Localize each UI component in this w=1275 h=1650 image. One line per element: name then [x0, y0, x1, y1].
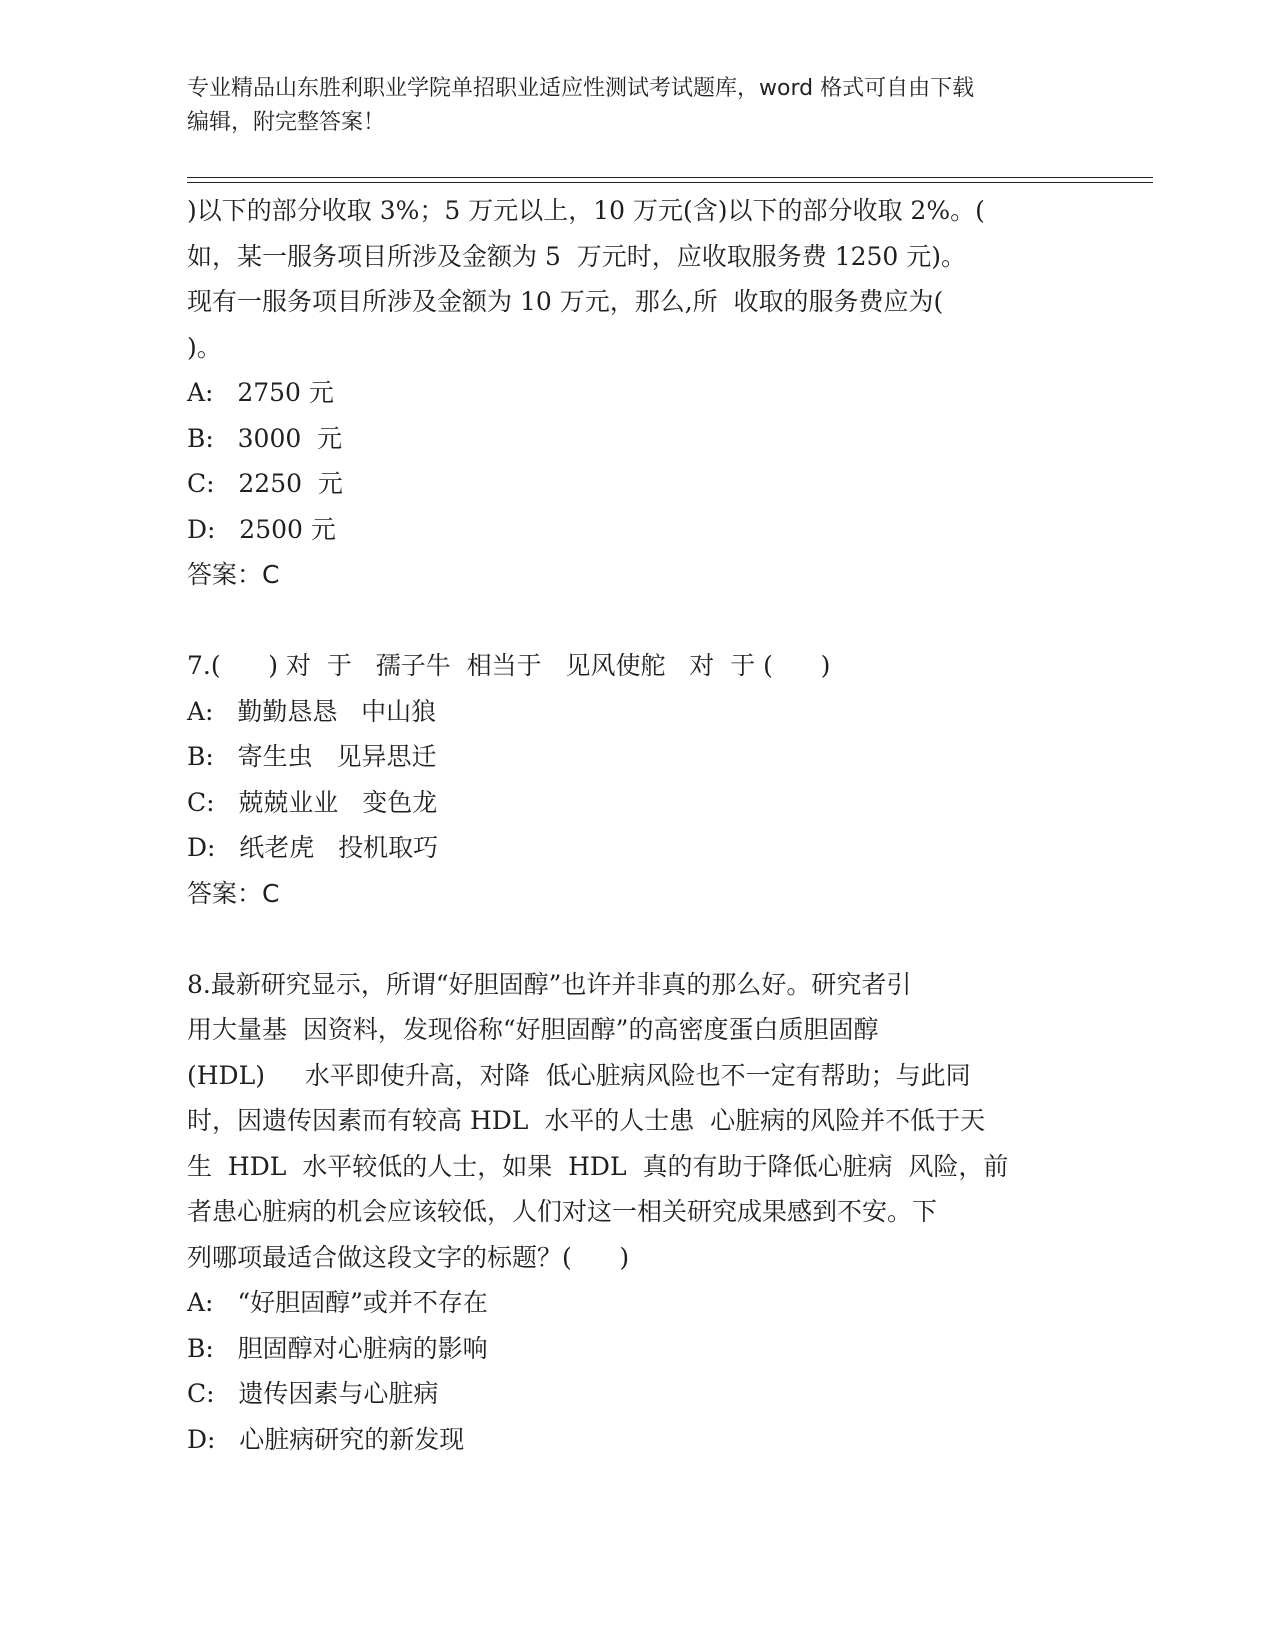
- header-rule-bottom: [187, 182, 1153, 183]
- document-body: [187, 188, 1087, 1462]
- question-stem-line: 8.最新研究显示，所谓“好胆固醇”也许并非真的那么好。研究者引: [187, 969, 912, 999]
- question-6: [187, 188, 1087, 598]
- answer-label: 答案：C: [187, 878, 280, 908]
- question-stem-line: 列哪项最适合做这段文字的标题？( ): [187, 1242, 630, 1272]
- question-stem-line: 时，因遗传因素而有较高 HDL 水平的人士患 心脏病的风险并不低于天: [187, 1106, 986, 1135]
- question-stem-line: )。: [187, 332, 222, 362]
- option-d: D: 心脏病研究的新发现: [187, 1424, 465, 1454]
- spacer: [187, 916, 1087, 962]
- question-stem-line: 者患心脏病的机会应该较低，人们对这一相关研究成果感到不安。下: [187, 1197, 938, 1226]
- document-header: [187, 72, 1077, 140]
- header-line-2: 编辑，附完整答案！: [187, 110, 386, 135]
- question-stem-line: 用大量基 因资料，发现俗称“好胆固醇”的高密度蛋白质胆固醇: [187, 1015, 879, 1044]
- header-rule-top: [187, 177, 1153, 178]
- question-stem-line: (HDL) 水平即使升高，对降 低心脏病风险也不一定有帮助；与此同: [187, 1060, 971, 1090]
- option-a: A: 勤勤恳恳 中山狼: [187, 696, 437, 726]
- option-a: A: “好胆固醇”或并不存在: [187, 1288, 488, 1317]
- answer-label: 答案：C: [187, 560, 280, 589]
- option-d: D: 纸老虎 投机取巧: [187, 833, 439, 862]
- option-c: C: 2250 元: [187, 469, 343, 498]
- option-c: C: 兢兢业业 变色龙: [187, 787, 438, 817]
- question-stem-line: 现有一服务项目所涉及金额为 10 万元，那么,所 收取的服务费应为(: [187, 287, 944, 316]
- option-d: D: 2500 元: [187, 514, 336, 544]
- question-stem-line: )以下的部分收取 3%；5 万元以上，10 万元(含)以下的部分收取 2%。(: [187, 196, 985, 225]
- question-stem-line: 7.( ) 对 于 孺子牛 相当于 见风使舵 对 于 ( ): [187, 651, 831, 680]
- option-b: B: 胆固醇对心脏病的影响: [187, 1333, 488, 1363]
- option-b: B: 寄生虫 见异思迁: [187, 742, 437, 771]
- option-c: C: 遗传因素与心脏病: [187, 1379, 439, 1408]
- option-a: A: 2750 元: [187, 378, 334, 407]
- question-stem-line: 生 HDL 水平较低的人士，如果 HDL 真的有助于降低心脏病 风险，前: [187, 1151, 1009, 1181]
- question-7: [187, 643, 1087, 916]
- header-line-1: 专业精品山东胜利职业学院单招职业适应性测试考试题库，word 格式可自由下载: [187, 76, 975, 101]
- question-8: [187, 962, 1087, 1463]
- question-stem-line: 如，某一服务项目所涉及金额为 5 万元时，应收取服务费 1250 元)。: [187, 241, 967, 271]
- spacer: [187, 598, 1087, 644]
- option-b: B: 3000 元: [187, 423, 343, 453]
